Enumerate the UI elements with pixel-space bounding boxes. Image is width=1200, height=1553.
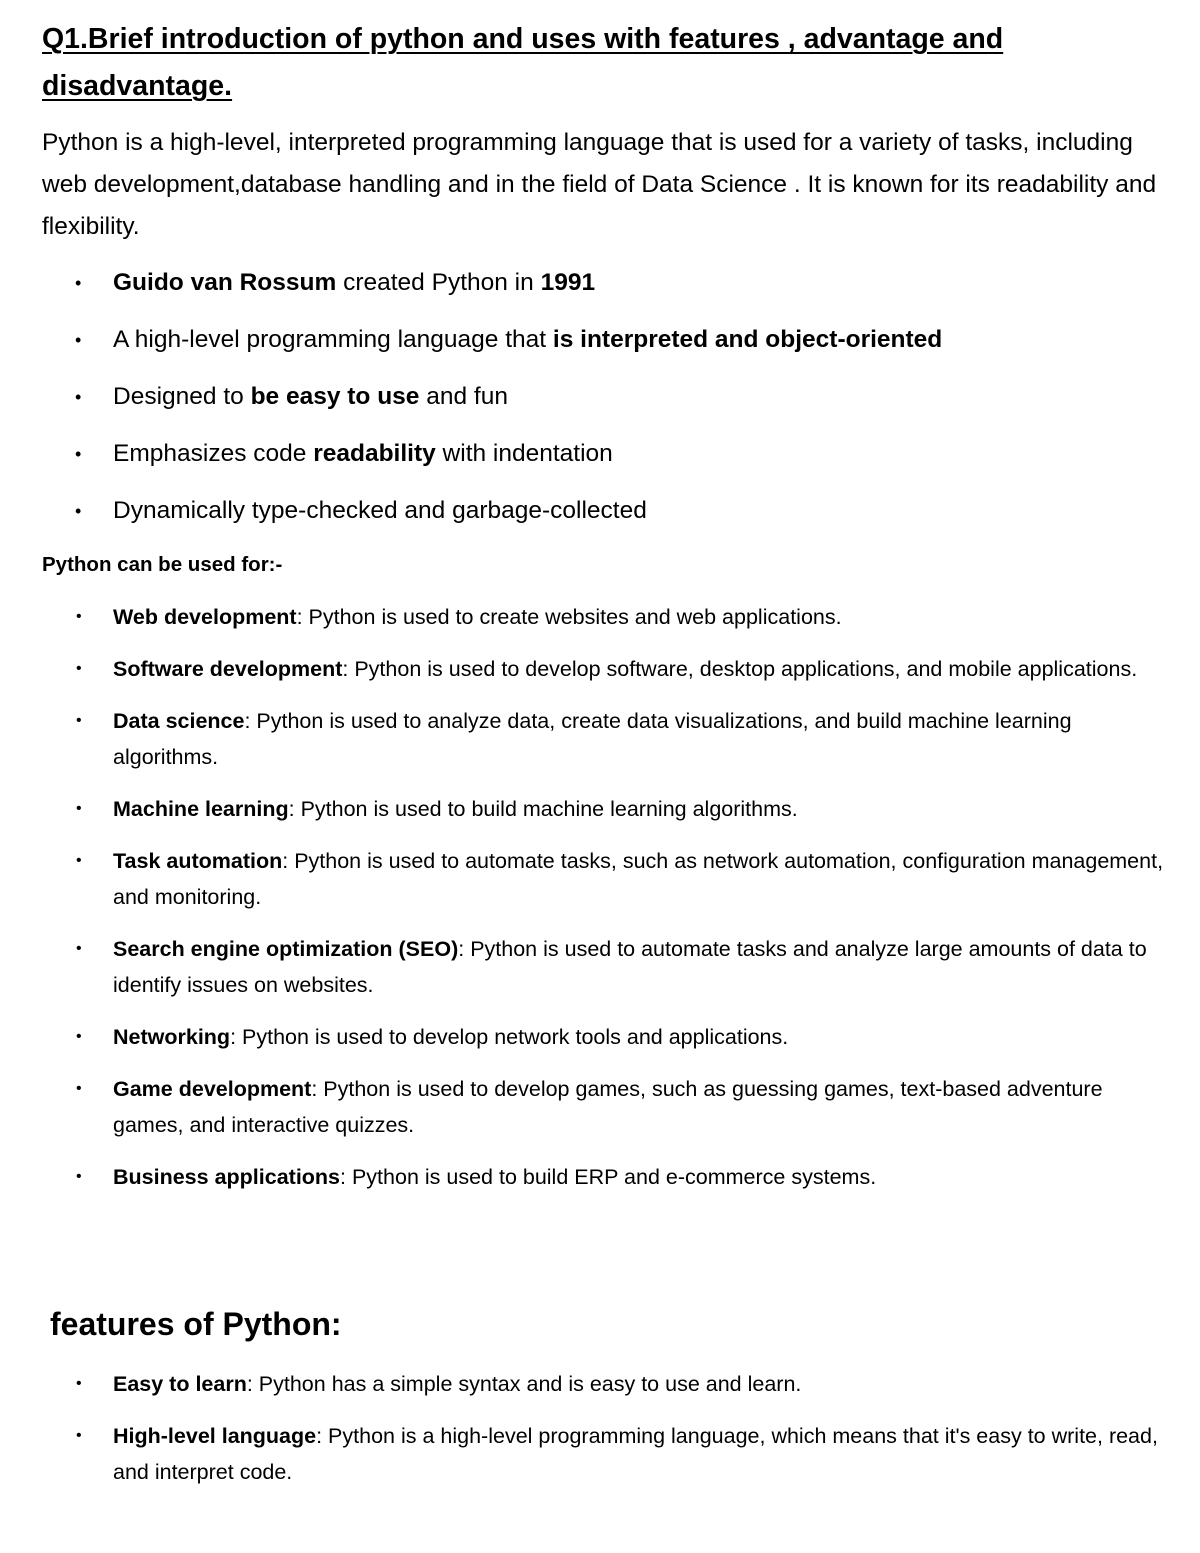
list-item: • Search engine optimization (SEO): Python is used to automate tasks and analyze large amounts of data to identify issues on websites. [0, 931, 1165, 1003]
list-item: • Designed to be easy to use and fun [0, 376, 1160, 433]
list-item: • Guido van Rossum created Python in 1991 [0, 262, 1160, 319]
list-item: • Easy to learn: Python has a simple syntax and is easy to use and learn. [0, 1366, 1165, 1402]
bullet-icon: • [76, 800, 82, 817]
key-points-list [0, 262, 1160, 547]
list-item: • Dynamically type-checked and garbage-collected [0, 490, 1160, 547]
list-item: • Networking: Python is used to develop network tools and applications. [0, 1019, 1165, 1055]
bullet-icon: • [76, 1028, 82, 1045]
list-item: • Business applications: Python is used to build ERP and e-commerce systems. [0, 1159, 1165, 1195]
list-item: • Emphasizes code readability with indentation [0, 433, 1160, 490]
list-item: • High-level language: Python is a high-level programming language, which means that it's easy to write, read, and interpret code. [0, 1418, 1165, 1490]
bullet-icon: • [76, 1168, 82, 1185]
bullet-icon: • [75, 387, 82, 407]
features-list [0, 1366, 1165, 1506]
intro-paragraph: Python is a high-level, interpreted programming language that is used for a variety of tasks, including web development,database handling and in the field of Data Science . It is known for its readability and flexibility. [42, 129, 1157, 240]
list-item: • Game development: Python is used to develop games, such as guessing games, text-based adventure games, and interactive quizzes. [0, 1071, 1165, 1143]
list-item: • A high-level programming language that is interpreted and object-oriented [0, 319, 1160, 376]
bullet-icon: • [76, 608, 82, 625]
bullet-icon: • [76, 1375, 82, 1392]
features-heading: features of Python: [50, 1306, 342, 1342]
bullet-icon: • [76, 712, 82, 729]
bullet-icon: • [76, 660, 82, 677]
uses-list [0, 599, 1165, 1211]
bullet-icon: • [76, 1080, 82, 1097]
bullet-icon: • [75, 330, 82, 350]
list-item: • Web development: Python is used to create websites and web applications. [0, 599, 1165, 635]
page-title: Q1.Brief introduction of python and uses with features , advantage and disadvantage. [42, 23, 1004, 102]
bullet-icon: • [76, 1427, 82, 1444]
list-item: • Task automation: Python is used to automate tasks, such as network automation, configuration management, and monitoring. [0, 843, 1165, 915]
bullet-icon: • [75, 501, 82, 521]
uses-heading: Python can be used for:- [42, 553, 283, 576]
list-item: • Machine learning: Python is used to build machine learning algorithms. [0, 791, 1165, 827]
list-item: • Software development: Python is used to develop software, desktop applications, and mobile applications. [0, 651, 1165, 687]
bullet-icon: • [76, 852, 82, 869]
bullet-icon: • [75, 273, 82, 293]
bullet-icon: • [75, 444, 82, 464]
list-item: • Data science: Python is used to analyze data, create data visualizations, and build machine learning algorithms. [0, 703, 1165, 775]
bullet-icon: • [76, 940, 82, 957]
